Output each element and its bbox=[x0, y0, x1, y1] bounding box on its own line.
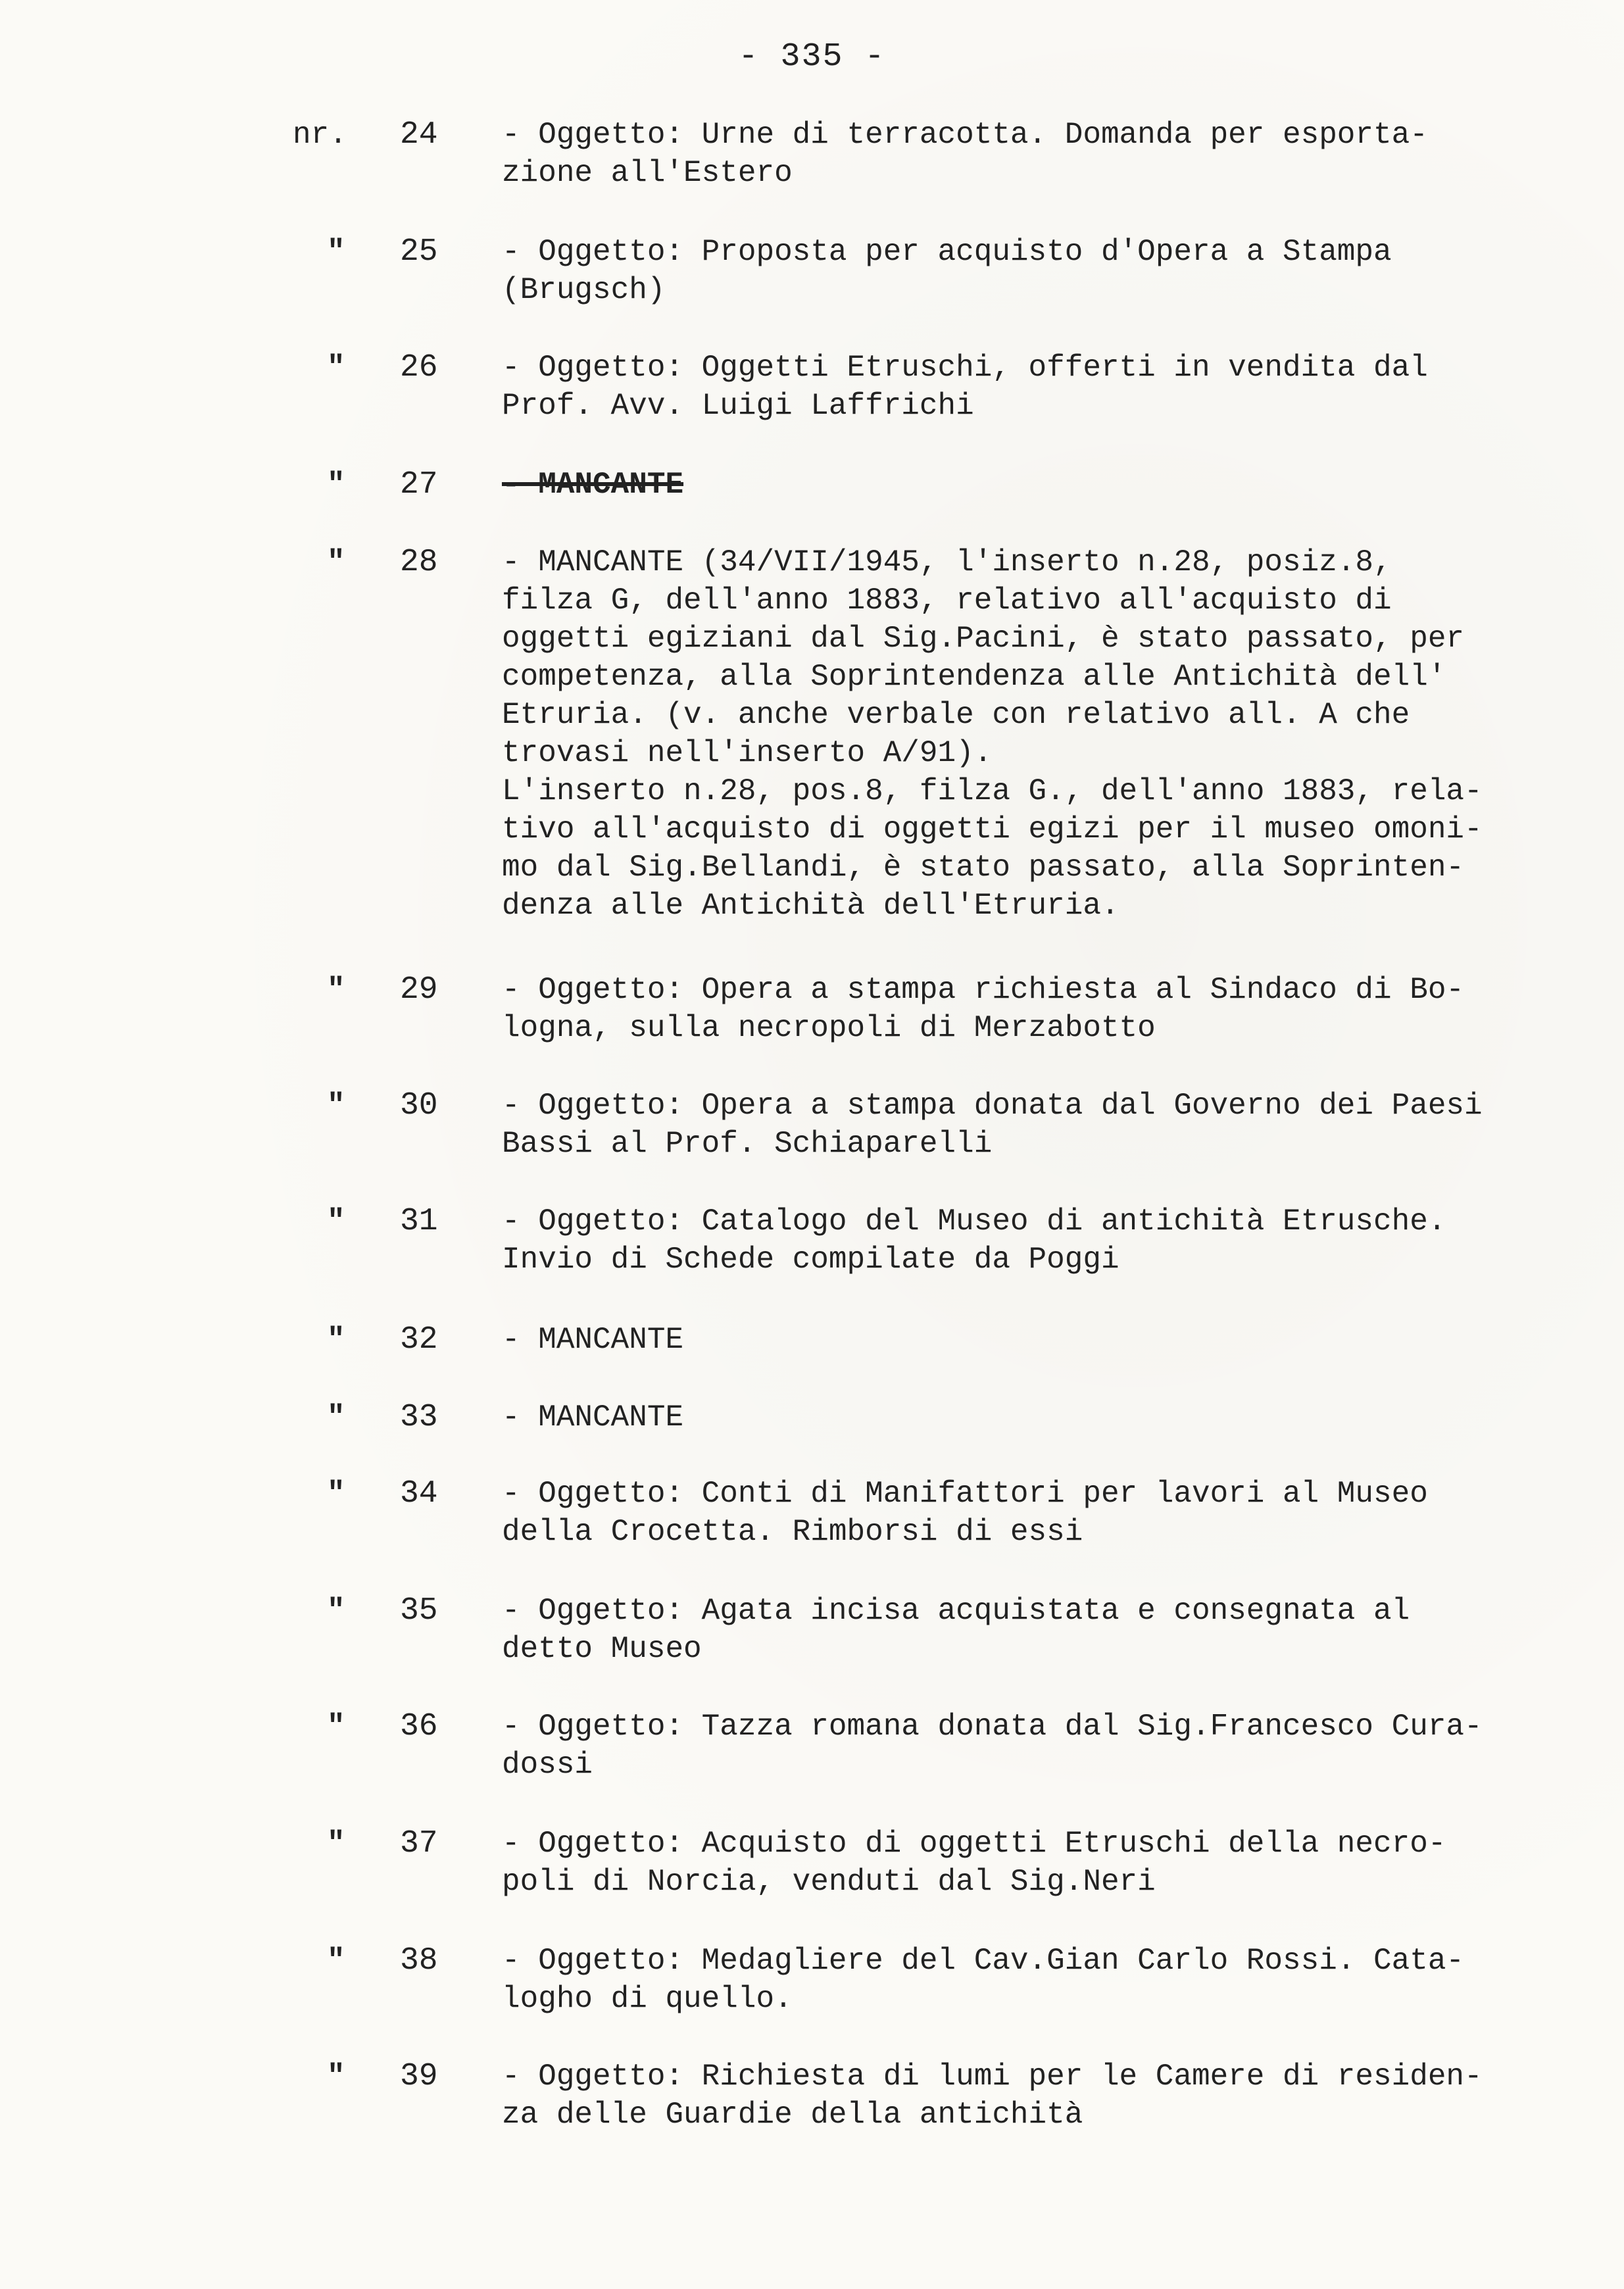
entry-text bbox=[502, 349, 1581, 425]
entry-line: Invio di Schede compilate da Poggi bbox=[502, 1243, 1120, 1277]
entry-number: 34 bbox=[400, 1476, 438, 1512]
ditto-mark: " bbox=[327, 351, 345, 385]
ditto-mark: " bbox=[327, 1400, 345, 1435]
entry-line: competenza, alla Soprintendenza alle Antichità dell' bbox=[502, 660, 1446, 694]
entry-number: 33 bbox=[400, 1400, 438, 1435]
entry-line: - Oggetto: Opera a stampa richiesta al Sindaco di Bo- bbox=[502, 973, 1465, 1007]
entry-line: - Oggetto: Agata incisa acquistata e consegnata al bbox=[502, 1594, 1410, 1628]
entry-line: Etruria. (v. anche verbale con relativo all. A che bbox=[502, 698, 1410, 732]
entry-line: Prof. Avv. Luigi Laffrichi bbox=[502, 389, 974, 423]
ditto-mark: " bbox=[327, 2059, 345, 2094]
ditto-mark: " bbox=[327, 468, 345, 502]
entry-line-crossed-out: - MANCANTE bbox=[502, 468, 684, 502]
entry-number: 39 bbox=[400, 2059, 438, 2094]
entry-line: denza alle Antichità dell'Etruria. bbox=[502, 889, 1120, 923]
entry-number: 28 bbox=[400, 545, 438, 580]
ditto-mark: " bbox=[327, 973, 345, 1007]
ditto-mark: " bbox=[327, 1204, 345, 1239]
entry-line: (Brugsch) bbox=[502, 273, 666, 307]
entry-line: filza G, dell'anno 1883, relativo all'acquisto di bbox=[502, 583, 1392, 618]
entry-text bbox=[502, 1942, 1581, 2018]
entry-number: 25 bbox=[400, 234, 438, 270]
entry-number: 38 bbox=[400, 1943, 438, 1979]
entry-number: 36 bbox=[400, 1709, 438, 1744]
entry-prefix: nr. bbox=[293, 118, 347, 152]
entry-text bbox=[502, 1708, 1581, 1784]
ditto-mark: " bbox=[327, 545, 345, 579]
entry-text bbox=[502, 1475, 1581, 1551]
entry-line: - Oggetto: Urne di terracotta. Domanda per esporta- bbox=[502, 118, 1428, 152]
entry-line: - Oggetto: Catalogo del Museo di antichità Etrusche. bbox=[502, 1204, 1446, 1239]
ditto-mark: " bbox=[327, 235, 345, 269]
entry-line: - Oggetto: Medagliere del Cav.Gian Carlo Rossi. Cata- bbox=[502, 1944, 1465, 1978]
entry-text bbox=[502, 1398, 1581, 1437]
entry-line: - Oggetto: Richiesta di lumi per le Camere di residen- bbox=[502, 2059, 1483, 2094]
entry-line: della Crocetta. Rimborsi di essi bbox=[502, 1515, 1083, 1549]
ditto-mark: " bbox=[327, 1944, 345, 1978]
entry-line: - Oggetto: Proposta per acquisto d'Opera a Stampa bbox=[502, 235, 1392, 269]
entry-text bbox=[502, 1321, 1581, 1359]
entry-number: 35 bbox=[400, 1593, 438, 1629]
entry-line: zione all'Estero bbox=[502, 156, 793, 190]
entry-line: za delle Guardie della antichità bbox=[502, 2098, 1083, 2132]
ditto-mark: " bbox=[327, 1477, 345, 1511]
entry-number: 30 bbox=[400, 1088, 438, 1123]
ditto-mark: " bbox=[327, 1827, 345, 1861]
entry-line: - MANCANTE (34/VII/1945, l'inserto n.28, posiz.8, bbox=[502, 545, 1392, 579]
entry-number: 29 bbox=[400, 972, 438, 1008]
entry-line: - Oggetto: Conti di Manifattori per lavori al Museo bbox=[502, 1477, 1428, 1511]
entry-line: dossi bbox=[502, 1748, 593, 1782]
entry-text bbox=[502, 116, 1581, 192]
entry-text bbox=[502, 1087, 1581, 1163]
entry-line: - Oggetto: Oggetti Etruschi, offerti in vendita dal bbox=[502, 351, 1428, 385]
entry-line: L'inserto n.28, pos.8, filza G., dell'anno 1883, rela- bbox=[502, 774, 1483, 808]
entry-line: tivo all'acquisto di oggetti egizi per il museo omoni- bbox=[502, 812, 1483, 847]
entry-line: detto Museo bbox=[502, 1632, 702, 1666]
entry-line: - Oggetto: Tazza romana donata dal Sig.Francesco Cura- bbox=[502, 1710, 1483, 1744]
entry-line: - Oggetto: Opera a stampa donata dal Governo dei Paesi bbox=[502, 1089, 1483, 1123]
entry-text bbox=[502, 233, 1581, 309]
entry-line: poli di Norcia, venduti dal Sig.Neri bbox=[502, 1865, 1156, 1899]
entry-number: 26 bbox=[400, 350, 438, 385]
entry-text bbox=[502, 466, 1581, 504]
entry-number: 27 bbox=[400, 467, 438, 503]
page-number: - 335 - bbox=[738, 38, 886, 76]
ditto-mark: " bbox=[327, 1710, 345, 1744]
entry-line: - Oggetto: Acquisto di oggetti Etruschi della necro- bbox=[502, 1827, 1446, 1861]
entry-number: 37 bbox=[400, 1826, 438, 1861]
entry-number: 24 bbox=[400, 117, 438, 153]
ditto-mark: " bbox=[327, 1323, 345, 1357]
entry-text bbox=[502, 2057, 1581, 2134]
entry-line: Bassi al Prof. Schiaparelli bbox=[502, 1127, 993, 1161]
entry-text bbox=[502, 1202, 1581, 1279]
ditto-mark: " bbox=[327, 1089, 345, 1123]
entry-line: logna, sulla necropoli di Merzabotto bbox=[502, 1011, 1156, 1045]
entry-text bbox=[502, 543, 1581, 925]
entry-text bbox=[502, 1592, 1581, 1668]
entry-line: oggetti egiziani dal Sig.Pacini, è stato passato, per bbox=[502, 622, 1465, 656]
entry-number: 31 bbox=[400, 1204, 438, 1239]
ditto-mark: " bbox=[327, 1594, 345, 1628]
entry-line: - MANCANTE bbox=[502, 1400, 684, 1435]
entry-text bbox=[502, 971, 1581, 1047]
entry-text bbox=[502, 1825, 1581, 1901]
entry-line: logho di quello. bbox=[502, 1982, 793, 2016]
entry-line: mo dal Sig.Bellandi, è stato passato, alla Soprinten- bbox=[502, 850, 1465, 885]
entry-line: - MANCANTE bbox=[502, 1323, 684, 1357]
entry-line: trovasi nell'inserto A/91). bbox=[502, 736, 993, 770]
entry-number: 32 bbox=[400, 1322, 438, 1358]
